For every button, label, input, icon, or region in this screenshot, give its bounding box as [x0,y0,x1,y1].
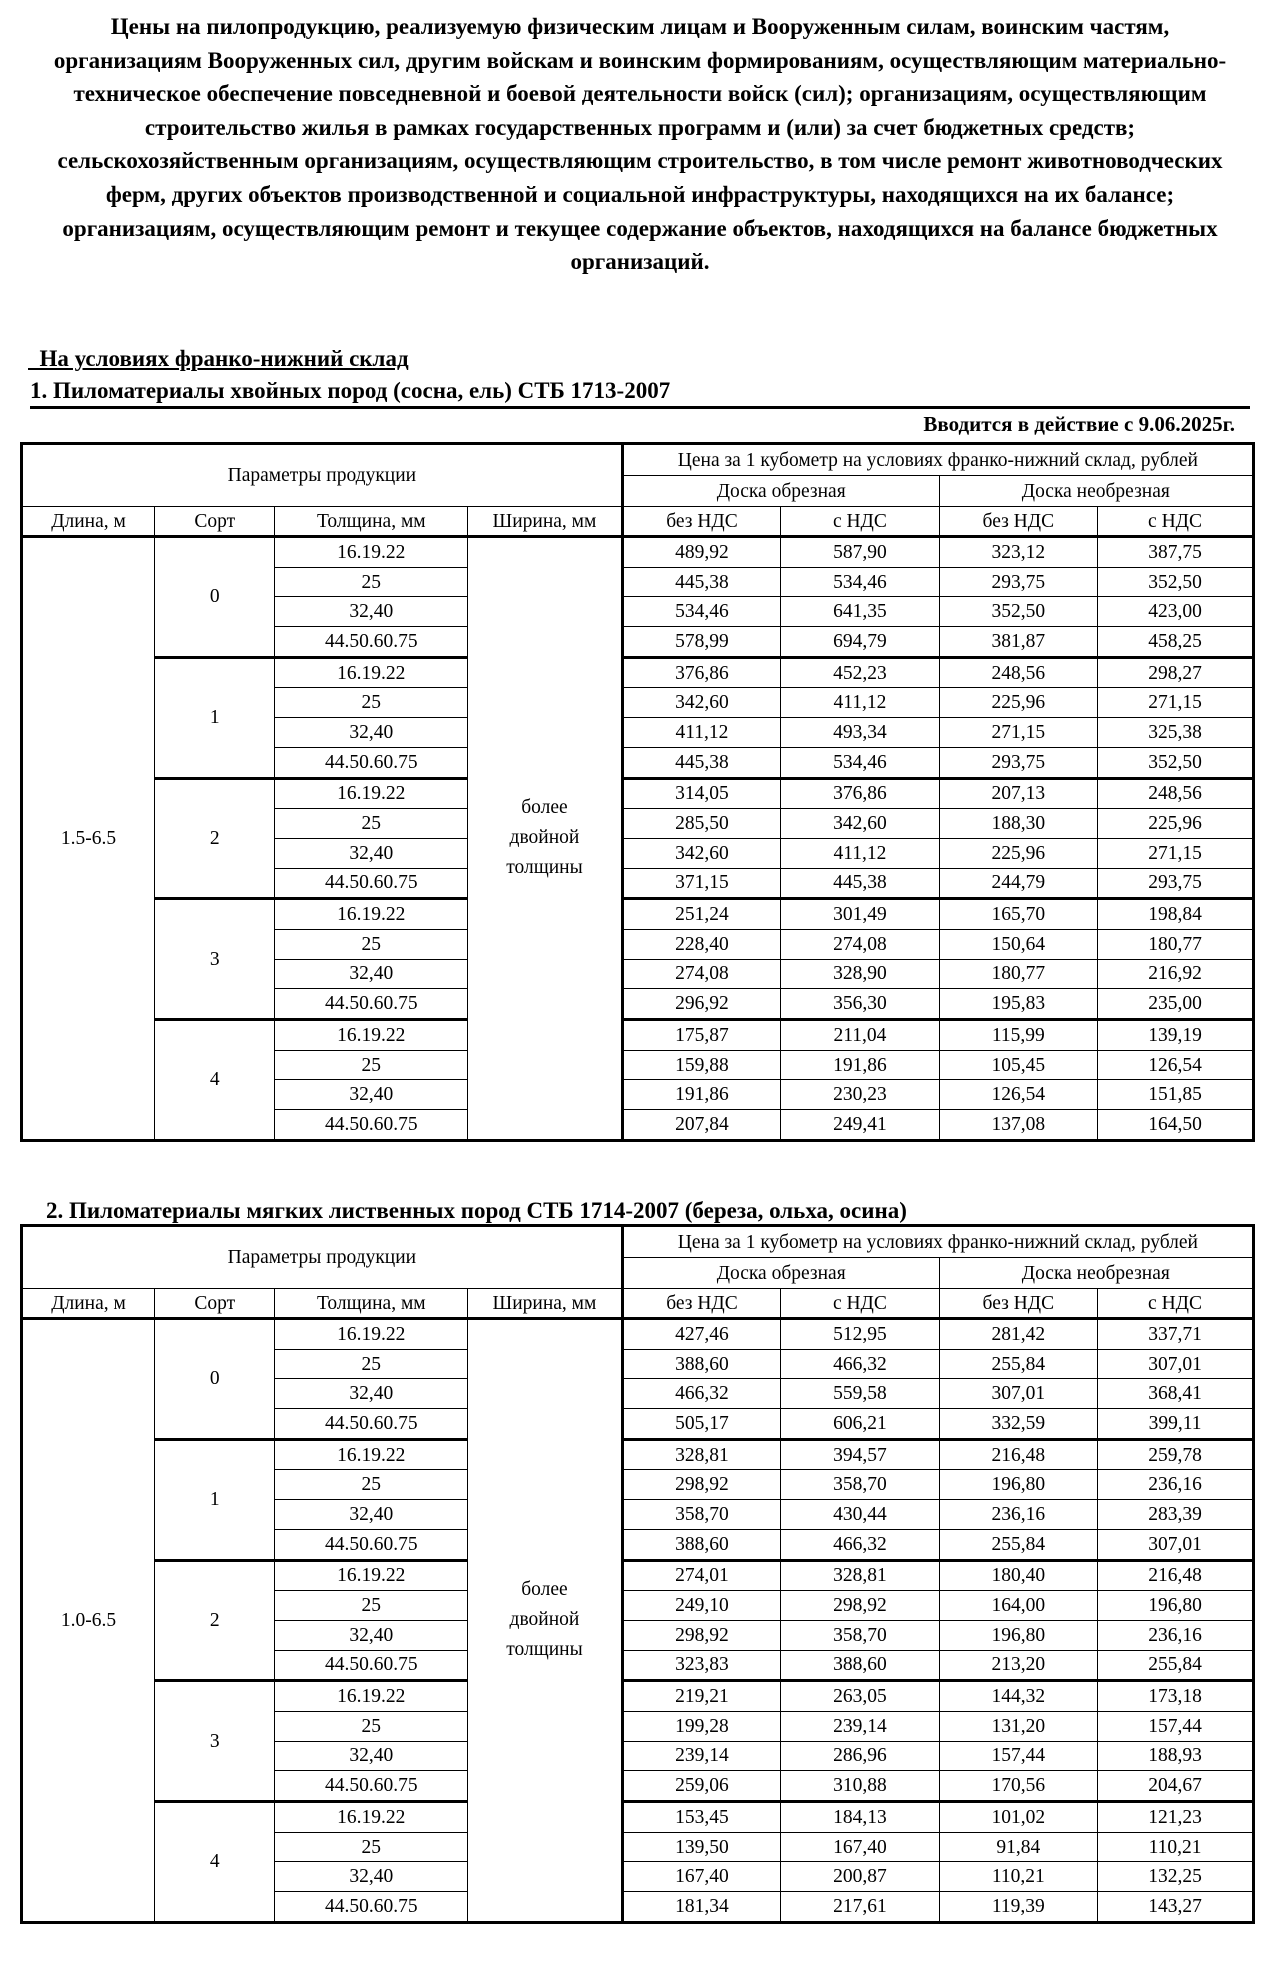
grade-cell: 4 [155,1020,275,1141]
unedged-no-vat-cell: 307,01 [939,1379,1097,1409]
edged-no-vat-cell: 298,92 [622,1470,780,1500]
unedged-no-vat-cell: 255,84 [939,1529,1097,1560]
thickness-cell: 16.19.22 [275,1020,468,1051]
unedged-with-vat-cell: 225,96 [1098,809,1254,839]
edged-no-vat-cell: 371,15 [622,868,780,899]
edged-no-vat-cell: 376,86 [622,657,780,688]
edged-with-vat-cell: 445,38 [781,868,939,899]
unedged-no-vat-cell: 255,84 [939,1349,1097,1379]
table-row [22,778,1254,809]
grade-cell: 0 [155,537,275,658]
edged-no-vat-cell: 274,01 [622,1560,780,1591]
edged-with-vat-cell: 328,90 [781,959,939,989]
delivery-terms-subheading: На условиях франко-нижний склад [28,346,409,371]
edged-with-vat-cell: 230,23 [781,1080,939,1110]
unedged-with-vat-cell: 157,44 [1098,1711,1254,1741]
width-cell: более двойной толщины [468,537,623,1141]
unedged-no-vat-cell: 170,56 [939,1771,1097,1802]
price-header: Цена за 1 кубометр на условиях франко-нижний склад, рублей [622,444,1253,476]
header-row [22,1289,1254,1319]
unedged-no-vat-cell: 213,20 [939,1650,1097,1681]
unedged-no-vat-cell: 91,84 [939,1832,1097,1862]
thickness-cell: 25 [275,1711,468,1741]
edged-board-header: Доска обрезная [622,1258,939,1289]
table-row [22,537,1254,568]
grade-cell: 2 [155,778,275,899]
unedged-with-vat-cell: 139,19 [1098,1020,1254,1051]
unedged-no-vat-cell: 236,16 [939,1500,1097,1530]
header-row [22,1226,1254,1258]
edged-no-vat-cell: 323,83 [622,1650,780,1681]
edged-board-header: Доска обрезная [622,476,939,507]
edged-no-vat-cell: 445,38 [622,567,780,597]
thickness-cell: 16.19.22 [275,1439,468,1470]
unedged-with-vat-cell: 180,77 [1098,929,1254,959]
edged-with-vat-cell: 411,12 [781,838,939,868]
unedged-with-vat-cell: 399,11 [1098,1409,1254,1440]
unedged-with-vat-cell: 121,23 [1098,1802,1254,1833]
grade-cell: 3 [155,899,275,1020]
thickness-cell: 44.50.60.75 [275,627,468,658]
edged-no-vat-cell: 139,50 [622,1832,780,1862]
unedged-no-vat-cell: 196,80 [939,1470,1097,1500]
edged-with-vat-cell: 342,60 [781,809,939,839]
thickness-cell: 44.50.60.75 [275,1771,468,1802]
unedged-no-vat-cell: 381,87 [939,627,1097,658]
unedged-with-vat-cell: 188,93 [1098,1741,1254,1771]
thickness-cell: 44.50.60.75 [275,989,468,1020]
thickness-cell: 44.50.60.75 [275,1409,468,1440]
unedged-with-vat-cell: 423,00 [1098,597,1254,627]
price-header: Цена за 1 кубометр на условиях франко-нижний склад, рублей [622,1226,1253,1258]
unedged-with-vat-cell: 196,80 [1098,1591,1254,1621]
edged-no-vat-cell: 159,88 [622,1050,780,1080]
thickness-cell: 16.19.22 [275,537,468,568]
width-cell: более двойной толщины [468,1319,623,1923]
edged-with-vat-cell: 587,90 [781,537,939,568]
edged-no-vat-cell: 358,70 [622,1500,780,1530]
edged-with-vat-cell: 452,23 [781,657,939,688]
params-header: Параметры продукции [22,444,623,507]
unedged-with-vat-cell: 204,67 [1098,1771,1254,1802]
edged-with-vat-header: с НДС [781,1289,939,1319]
edged-with-vat-cell: 249,41 [781,1110,939,1141]
edged-no-vat-cell: 153,45 [622,1802,780,1833]
thickness-cell: 16.19.22 [275,1560,468,1591]
unedged-with-vat-cell: 325,38 [1098,718,1254,748]
edged-with-vat-cell: 358,70 [781,1470,939,1500]
unedged-with-vat-cell: 164,50 [1098,1110,1254,1141]
unedged-with-vat-cell: 293,75 [1098,868,1254,899]
unedged-with-vat-cell: 259,78 [1098,1439,1254,1470]
edged-with-vat-cell: 358,70 [781,1620,939,1650]
unedged-with-vat-cell: 173,18 [1098,1681,1254,1712]
thickness-cell: 44.50.60.75 [275,1529,468,1560]
thickness-cell: 16.19.22 [275,899,468,930]
unedged-no-vat-cell: 157,44 [939,1741,1097,1771]
unedged-no-vat-cell: 216,48 [939,1439,1097,1470]
unedged-with-vat-cell: 283,39 [1098,1500,1254,1530]
edged-with-vat-cell: 466,32 [781,1349,939,1379]
unedged-no-vat-cell: 352,50 [939,597,1097,627]
edged-with-vat-cell: 466,32 [781,1529,939,1560]
edged-no-vat-cell: 228,40 [622,929,780,959]
unedged-with-vat-cell: 255,84 [1098,1650,1254,1681]
table-row [22,1681,1254,1712]
edged-no-vat-cell: 505,17 [622,1409,780,1440]
edged-with-vat-cell: 263,05 [781,1681,939,1712]
unedged-with-vat-header: с НДС [1098,1289,1254,1319]
unedged-no-vat-cell: 207,13 [939,778,1097,809]
unedged-with-vat-cell: 235,00 [1098,989,1254,1020]
edged-with-vat-cell: 298,92 [781,1591,939,1621]
edged-with-vat-header: с НДС [781,507,939,537]
grade-header: Сорт [155,507,275,537]
edged-with-vat-cell: 200,87 [781,1862,939,1892]
unedged-with-vat-cell: 458,25 [1098,627,1254,658]
thickness-cell: 32,40 [275,838,468,868]
edged-no-vat-cell: 219,21 [622,1681,780,1712]
edged-no-vat-cell: 285,50 [622,809,780,839]
edged-with-vat-cell: 328,81 [781,1560,939,1591]
thickness-cell: 25 [275,1349,468,1379]
unedged-with-vat-cell: 352,50 [1098,747,1254,778]
edged-no-vat-cell: 298,92 [622,1620,780,1650]
thickness-cell: 16.19.22 [275,778,468,809]
length-header: Длина, м [22,1289,155,1319]
width-header: Ширина, мм [468,1289,623,1319]
document-heading: Цены на пилопродукцию, реализуемую физическим лицам и Вооруженным силам, воинским частям, организациям Вооруженных сил, другим войскам и воинским формированиям, осуществляющим материально-техническое обеспечение повседневной и боевой деятельности войск (сил); организациям, осуществляющим строительство жилья в рамках государственных программ и (или) за счет бюджетных средств; сельскохозяйственным организациям, осуществляющим строительство, в том числе ремонт животноводческих ферм, других объектов производственной и социальной инфраструктуры, находящихся на их балансе; организациям, осуществляющим ремонт и текущее содержание объектов, находящихся на балансе бюджетных организаций. [53,14,1227,275]
grade-cell: 1 [155,1439,275,1560]
params-header: Параметры продукции [22,1226,623,1289]
table-row [22,1802,1254,1833]
thickness-cell: 32,40 [275,1862,468,1892]
grade-cell: 3 [155,1681,275,1802]
unedged-no-vat-cell: 244,79 [939,868,1097,899]
price-table-hardwood [20,1224,1255,1924]
unedged-no-vat-cell: 180,40 [939,1560,1097,1591]
unedged-no-vat-cell: 281,42 [939,1319,1097,1350]
thickness-cell: 32,40 [275,1741,468,1771]
thickness-cell: 25 [275,1470,468,1500]
unedged-with-vat-cell: 236,16 [1098,1470,1254,1500]
header-row [22,507,1254,537]
unedged-no-vat-cell: 144,32 [939,1681,1097,1712]
edged-no-vat-cell: 167,40 [622,1862,780,1892]
unedged-no-vat-header: без НДС [939,1289,1097,1319]
edged-with-vat-cell: 239,14 [781,1711,939,1741]
edged-with-vat-cell: 286,96 [781,1741,939,1771]
edged-with-vat-cell: 211,04 [781,1020,939,1051]
grade-header: Сорт [155,1289,275,1319]
thickness-cell: 32,40 [275,1620,468,1650]
unedged-with-vat-cell: 143,27 [1098,1892,1254,1923]
edged-no-vat-cell: 342,60 [622,688,780,718]
length-cell: 1.5-6.5 [22,537,155,1141]
header-row [22,444,1254,476]
thickness-cell: 25 [275,809,468,839]
edged-no-vat-cell: 296,92 [622,989,780,1020]
edged-with-vat-cell: 274,08 [781,929,939,959]
edged-with-vat-cell: 167,40 [781,1832,939,1862]
edged-no-vat-cell: 191,86 [622,1080,780,1110]
edged-with-vat-cell: 356,30 [781,989,939,1020]
unedged-no-vat-cell: 195,83 [939,989,1097,1020]
unedged-with-vat-cell: 337,71 [1098,1319,1254,1350]
unedged-no-vat-cell: 248,56 [939,657,1097,688]
thickness-cell: 16.19.22 [275,657,468,688]
thickness-cell: 16.19.22 [275,1802,468,1833]
unedged-no-vat-cell: 293,75 [939,567,1097,597]
table-row [22,1319,1254,1350]
unedged-no-vat-cell: 271,15 [939,718,1097,748]
unedged-with-vat-cell: 216,48 [1098,1560,1254,1591]
edged-with-vat-cell: 430,44 [781,1500,939,1530]
table-row [22,657,1254,688]
unedged-no-vat-cell: 115,99 [939,1020,1097,1051]
thickness-cell: 32,40 [275,1379,468,1409]
edged-no-vat-cell: 314,05 [622,778,780,809]
edged-with-vat-cell: 641,35 [781,597,939,627]
table-row [22,1439,1254,1470]
price-table-softwood [20,442,1255,1142]
unedged-with-vat-cell: 352,50 [1098,567,1254,597]
edged-with-vat-cell: 217,61 [781,1892,939,1923]
unedged-board-header: Доска необрезная [939,476,1253,507]
edged-with-vat-cell: 310,88 [781,1771,939,1802]
thickness-cell: 25 [275,688,468,718]
effective-date: Вводится в действие с 9.06.2025г. [923,412,1235,436]
edged-no-vat-cell: 239,14 [622,1741,780,1771]
edged-no-vat-cell: 489,92 [622,537,780,568]
unedged-no-vat-cell: 150,64 [939,929,1097,959]
unedged-no-vat-header: без НДС [939,507,1097,537]
unedged-with-vat-cell: 132,25 [1098,1862,1254,1892]
unedged-no-vat-cell: 131,20 [939,1711,1097,1741]
length-header: Длина, м [22,507,155,537]
thickness-header: Толщина, мм [275,507,468,537]
edged-with-vat-cell: 534,46 [781,747,939,778]
unedged-no-vat-cell: 332,59 [939,1409,1097,1440]
edged-with-vat-cell: 376,86 [781,778,939,809]
edged-no-vat-cell: 199,28 [622,1711,780,1741]
thickness-cell: 44.50.60.75 [275,1110,468,1141]
edged-no-vat-cell: 328,81 [622,1439,780,1470]
edged-no-vat-cell: 534,46 [622,597,780,627]
unedged-with-vat-cell: 126,54 [1098,1050,1254,1080]
edged-no-vat-cell: 251,24 [622,899,780,930]
edged-no-vat-cell: 445,38 [622,747,780,778]
thickness-cell: 16.19.22 [275,1681,468,1712]
thickness-cell: 25 [275,1050,468,1080]
section-1-title: 1. Пиломатериалы хвойных пород (сосна, ель) СТБ 1713-2007 [30,376,1250,409]
unedged-no-vat-cell: 196,80 [939,1620,1097,1650]
edged-no-vat-cell: 411,12 [622,718,780,748]
unedged-no-vat-cell: 323,12 [939,537,1097,568]
edged-no-vat-cell: 249,10 [622,1591,780,1621]
unedged-with-vat-cell: 271,15 [1098,838,1254,868]
edged-with-vat-cell: 694,79 [781,627,939,658]
unedged-no-vat-cell: 126,54 [939,1080,1097,1110]
thickness-cell: 25 [275,567,468,597]
unedged-with-vat-cell: 387,75 [1098,537,1254,568]
thickness-header: Толщина, мм [275,1289,468,1319]
unedged-with-vat-cell: 236,16 [1098,1620,1254,1650]
unedged-with-vat-cell: 307,01 [1098,1529,1254,1560]
unedged-no-vat-cell: 165,70 [939,899,1097,930]
thickness-cell: 32,40 [275,1500,468,1530]
unedged-with-vat-cell: 298,27 [1098,657,1254,688]
width-header: Ширина, мм [468,507,623,537]
unedged-no-vat-cell: 293,75 [939,747,1097,778]
edged-no-vat-cell: 181,34 [622,1892,780,1923]
grade-cell: 4 [155,1802,275,1923]
unedged-no-vat-cell: 110,21 [939,1862,1097,1892]
edged-no-vat-header: без НДС [622,1289,780,1319]
edged-no-vat-cell: 259,06 [622,1771,780,1802]
edged-with-vat-cell: 512,95 [781,1319,939,1350]
unedged-with-vat-cell: 248,56 [1098,778,1254,809]
unedged-with-vat-cell: 307,01 [1098,1349,1254,1379]
grade-cell: 0 [155,1319,275,1440]
edged-with-vat-cell: 559,58 [781,1379,939,1409]
edged-no-vat-cell: 274,08 [622,959,780,989]
thickness-cell: 44.50.60.75 [275,1892,468,1923]
unedged-with-vat-header: с НДС [1098,507,1254,537]
section-2-title: 2. Пиломатериалы мягких лиственных пород СТБ 1714-2007 (береза, ольха, осина) [46,1198,907,1223]
edged-with-vat-cell: 184,13 [781,1802,939,1833]
unedged-with-vat-cell: 110,21 [1098,1832,1254,1862]
edged-with-vat-cell: 411,12 [781,688,939,718]
edged-no-vat-cell: 175,87 [622,1020,780,1051]
edged-no-vat-cell: 388,60 [622,1529,780,1560]
edged-no-vat-cell: 342,60 [622,838,780,868]
table-row [22,899,1254,930]
thickness-cell: 32,40 [275,959,468,989]
unedged-with-vat-cell: 368,41 [1098,1379,1254,1409]
thickness-cell: 32,40 [275,718,468,748]
unedged-with-vat-cell: 216,92 [1098,959,1254,989]
thickness-cell: 25 [275,929,468,959]
unedged-with-vat-cell: 271,15 [1098,688,1254,718]
unedged-no-vat-cell: 101,02 [939,1802,1097,1833]
unedged-no-vat-cell: 188,30 [939,809,1097,839]
edged-with-vat-cell: 394,57 [781,1439,939,1470]
unedged-no-vat-cell: 180,77 [939,959,1097,989]
length-cell: 1.0-6.5 [22,1319,155,1923]
thickness-cell: 25 [275,1591,468,1621]
unedged-with-vat-cell: 198,84 [1098,899,1254,930]
table-row [22,1560,1254,1591]
grade-cell: 1 [155,657,275,778]
edged-no-vat-cell: 388,60 [622,1349,780,1379]
grade-cell: 2 [155,1560,275,1681]
thickness-cell: 44.50.60.75 [275,1650,468,1681]
unedged-no-vat-cell: 225,96 [939,838,1097,868]
edged-no-vat-cell: 578,99 [622,627,780,658]
edged-with-vat-cell: 606,21 [781,1409,939,1440]
unedged-no-vat-cell: 225,96 [939,688,1097,718]
edged-no-vat-cell: 427,46 [622,1319,780,1350]
edged-no-vat-cell: 207,84 [622,1110,780,1141]
table-row [22,1020,1254,1051]
edged-with-vat-cell: 534,46 [781,567,939,597]
edged-with-vat-cell: 191,86 [781,1050,939,1080]
thickness-cell: 32,40 [275,1080,468,1110]
edged-with-vat-cell: 301,49 [781,899,939,930]
thickness-cell: 44.50.60.75 [275,868,468,899]
unedged-no-vat-cell: 164,00 [939,1591,1097,1621]
edged-no-vat-header: без НДС [622,507,780,537]
thickness-cell: 44.50.60.75 [275,747,468,778]
unedged-no-vat-cell: 137,08 [939,1110,1097,1141]
unedged-board-header: Доска необрезная [939,1258,1253,1289]
unedged-no-vat-cell: 105,45 [939,1050,1097,1080]
unedged-no-vat-cell: 119,39 [939,1892,1097,1923]
thickness-cell: 16.19.22 [275,1319,468,1350]
edged-no-vat-cell: 466,32 [622,1379,780,1409]
edged-with-vat-cell: 493,34 [781,718,939,748]
edged-with-vat-cell: 388,60 [781,1650,939,1681]
thickness-cell: 25 [275,1832,468,1862]
unedged-with-vat-cell: 151,85 [1098,1080,1254,1110]
thickness-cell: 32,40 [275,597,468,627]
